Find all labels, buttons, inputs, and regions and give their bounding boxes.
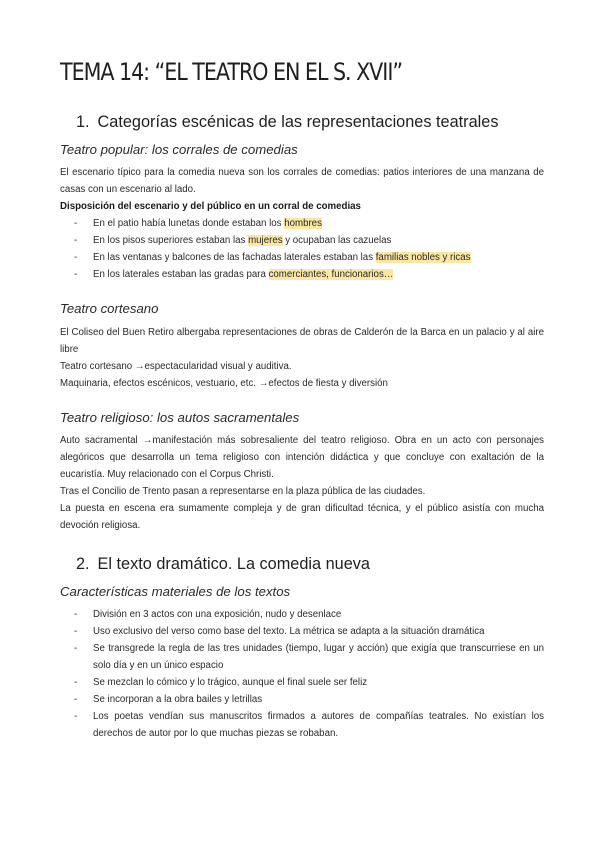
highlight-mark: comerciantes, funcionarios… <box>268 269 394 280</box>
list-item: - En las ventanas y balcones de las fachadas laterales estaban las familias nobles y ricas <box>74 249 544 266</box>
bullet-marker: - <box>74 252 78 263</box>
teatro-cortesano-line-2: Maquinaria, efectos escénicos, vestuario, etc. →efectos de fiesta y diversión <box>60 378 388 389</box>
bullet-marker: - <box>74 235 78 246</box>
section-2-heading <box>76 555 370 574</box>
page-title: TEMA 14: “EL TEATRO EN EL S. XVII” <box>60 58 403 86</box>
subsection-teatro-cortesano-heading: Teatro cortesano <box>60 301 159 316</box>
teatro-religioso-line: Tras el Concilio de Trento pasan a representarse en la plaza pública de las ciudades. <box>60 486 426 497</box>
list-item: - Se mezclan lo cómico y lo trágico, aunque el final suele ser feliz <box>74 674 544 691</box>
highlight-mark: hombres <box>284 218 322 229</box>
section-2-number: 2. <box>76 555 90 573</box>
bullet-marker: - <box>74 218 78 229</box>
teatro-religioso-intro: Auto sacramental →manifestación más sobresaliente del teatro religioso. Obra en un acto con personajes alegóricos que desarrolla un tema religioso con intención didáctica y que concluye con exaltación de la eucaristía. Muy relacionado con el Corpus Christi. <box>60 435 544 480</box>
bullet-marker: - <box>74 643 78 654</box>
section-1-title: Categorías escénicas de las representaciones teatrales <box>97 113 499 131</box>
list-item: - División en 3 actos con una exposición, nudo y desenlace <box>74 606 544 623</box>
bullet-marker: - <box>74 609 78 620</box>
list-item: - Se incorporan a la obra bailes y letrillas <box>74 691 544 708</box>
corral-disposition-bold: Disposición del escenario y del público en un corral de comedias <box>60 201 361 212</box>
bullet-marker: - <box>74 711 78 722</box>
list-item: - En el patio había lunetas donde estaban los hombres <box>74 215 544 232</box>
list-item: - Uso exclusivo del verso como base del texto. La métrica se adapta a la situación dramática <box>74 623 544 640</box>
section-2-title: El texto dramático. La comedia nueva <box>97 555 370 573</box>
highlight-mark: familias nobles y ricas <box>375 252 471 263</box>
list-item: - En los laterales estaban las gradas para comerciantes, funcionarios… <box>74 266 544 283</box>
bullet-marker: - <box>74 677 78 688</box>
subsection-teatro-popular-heading: Teatro popular: los corrales de comedias <box>60 142 298 157</box>
highlight-mark: mujeres <box>248 235 283 246</box>
list-item: - Se transgrede la regla de las tres unidades (tiempo, lugar y acción) que exigía que transcurriese en un solo día y en un único espacio <box>74 640 544 674</box>
teatro-cortesano-line-1: Teatro cortesano →espectacularidad visual y auditiva. <box>60 361 292 372</box>
bullet-marker: - <box>74 626 78 637</box>
subsection-caracteristicas-heading: Características materiales de los textos <box>60 584 291 599</box>
subsection-teatro-religioso-heading: Teatro religioso: los autos sacramentales <box>60 410 300 425</box>
teatro-religioso-outro: La puesta en escena era sumamente compleja y de gran dificultad técnica, y el público asistía con mucha devoción religiosa. <box>60 503 544 531</box>
teatro-cortesano-intro: El Coliseo del Buen Retiro albergaba representaciones de obras de Calderón de la Barca en un palacio y al aire libre <box>60 327 544 355</box>
list-item: - Los poetas vendían sus manuscritos firmados a autores de compañías teatrales. No existían los derechos de autor por lo que muchas piezas se robaban. <box>74 708 544 742</box>
section-1-number: 1. <box>76 113 90 131</box>
bullet-marker: - <box>74 269 78 280</box>
teatro-popular-intro: El escenario típico para la comedia nueva son los corrales de comedias: patios interiores de una manzana de casas con un escenario al lado. <box>60 167 544 195</box>
list-item: - En los pisos superiores estaban las mujeres y ocupaban las cazuelas <box>74 232 544 249</box>
section-1-heading <box>76 113 498 132</box>
bullet-marker: - <box>74 694 78 705</box>
